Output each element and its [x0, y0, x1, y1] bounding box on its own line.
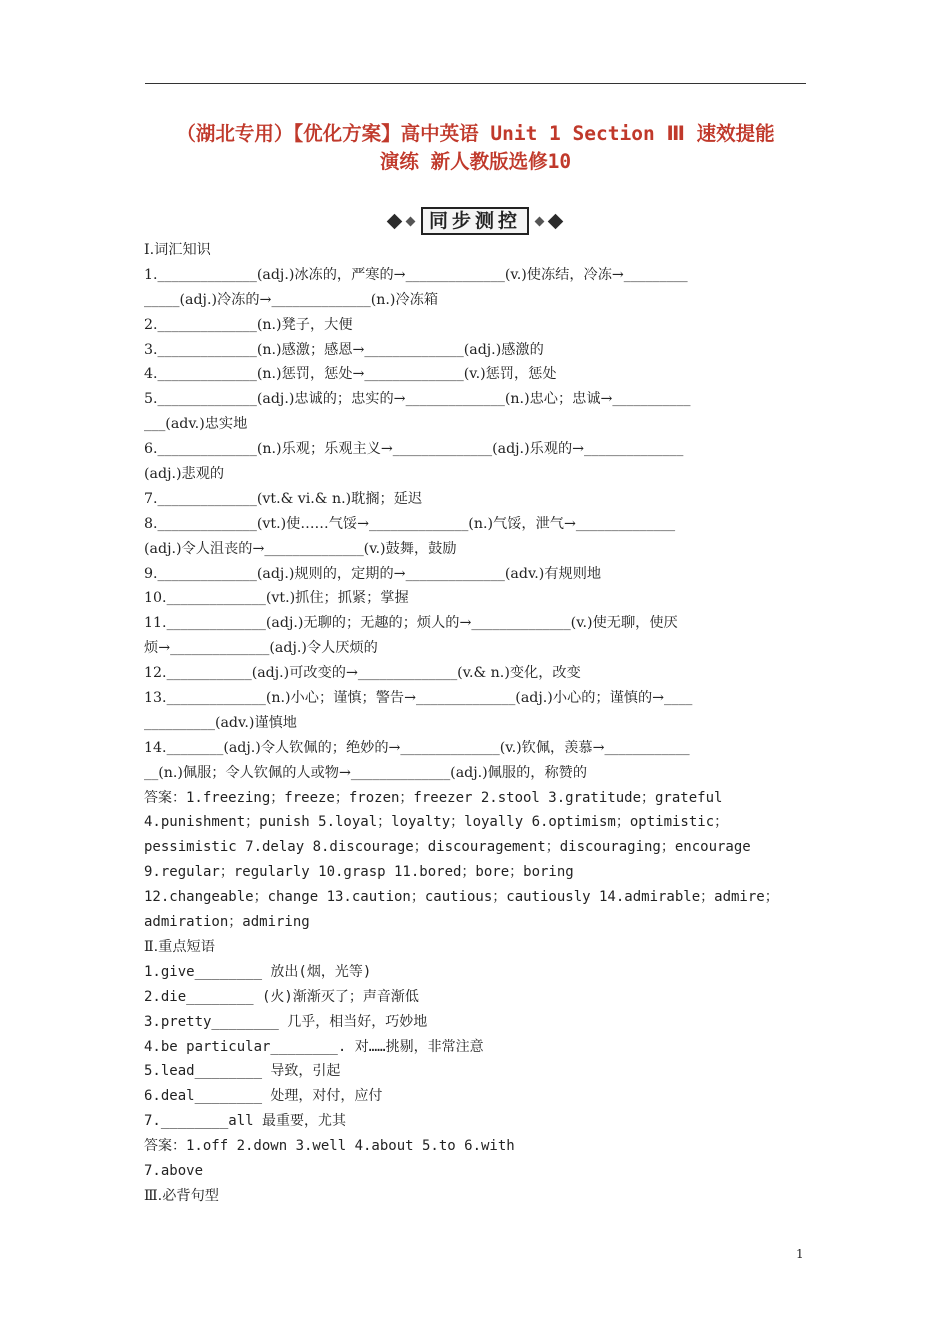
answer-line: 4.punishment；punish 5.loyal；loyalty；loyally 6.optimism；optimistic；	[144, 814, 729, 831]
text-line: 1.______________(adj.)冰冻的，严寒的→______________(v.)使冻结，冷冻→_________	[144, 266, 688, 283]
answer-line: admiration；admiring	[144, 914, 310, 931]
text-line: 2.______________(n.)凳子，大便	[144, 316, 353, 333]
text-line: 13.______________(n.)小心；谨慎；警告→______________(adj.)小心的；谨慎的→____	[144, 690, 693, 707]
section-heading: Ⅱ.重点短语	[144, 938, 215, 955]
phrase-line: 7.________all 最重要，尤其	[144, 1113, 347, 1130]
phrase-line: 1.give________ 放出(烟，光等)	[144, 963, 372, 980]
text-line: 3.______________(n.)感激；感恩→______________(adj.)感激的	[144, 341, 544, 358]
answer-line: 9.regular；regularly 10.grasp 11.bored；bore；boring	[144, 864, 574, 881]
section-heading: Ⅰ.词汇知识	[144, 242, 211, 258]
diamond-icon	[548, 213, 564, 229]
title-line-2: 演练 新人教版选修10	[379, 150, 572, 173]
answer-line: 7.above	[144, 1162, 204, 1179]
answer-line: 答案：1.off 2.down 3.well 4.about 5.to 6.with	[144, 1138, 515, 1155]
document-title	[140, 120, 811, 176]
text-line: __(n.)佩服；令人钦佩的人或物→______________(adj.)佩服的，称赞的	[144, 764, 588, 781]
title-line-1: （湖北专用）【优化方案】高中英语 Unit 1 Section Ⅲ 速效提能	[176, 122, 775, 145]
top-rule	[145, 83, 806, 84]
section-heading: Ⅲ.必背句型	[144, 1187, 219, 1204]
page-number: 1	[796, 1247, 804, 1261]
phrase-line: 5.lead________ 导致，引起	[144, 1063, 341, 1080]
answer-line: 答案：1.freezing；freeze；frozen；freezer 2.stool 3.gratitude；grateful	[144, 789, 723, 806]
text-line: 8.______________(vt.)使……气馁→______________(n.)气馁，泄气→______________	[144, 515, 676, 532]
text-line: ___(adv.)忠实地	[144, 416, 248, 433]
diamond-icon	[387, 213, 403, 229]
answer-line: pessimistic 7.delay 8.discourage；discouragement；discouraging；encourage	[144, 839, 751, 856]
text-line: (adj.)悲观的	[144, 466, 225, 483]
text-line: (adj.)令人沮丧的→______________(v.)鼓舞，鼓励	[144, 540, 457, 557]
text-line: 烦→______________(adj.)令人厌烦的	[144, 640, 378, 657]
phrase-line: 2.die________ (火)渐渐灭了；声音渐低	[144, 988, 419, 1005]
text-line: 5.______________(adj.)忠诚的；忠实的→______________(n.)忠心；忠诚→___________	[144, 391, 691, 408]
text-line: 10.______________(vt.)抓住；抓紧；掌握	[144, 590, 409, 607]
phrase-line: 6.deal________ 处理，对付，应付	[144, 1088, 383, 1105]
text-line: 9.______________(adj.)规则的，定期的→______________(adv.)有规则地	[144, 565, 602, 582]
section-banner	[375, 206, 575, 236]
document-body	[144, 238, 808, 1209]
text-line: 12.____________(adj.)可改变的→______________(v.& n.)变化，改变	[144, 665, 581, 682]
phrase-line: 4.be particular________. 对……挑剔，非常注意	[144, 1038, 484, 1055]
text-line: 14.________(adj.)令人钦佩的；绝妙的→______________(v.)钦佩，羡慕→____________	[144, 739, 690, 756]
phrase-line: 3.pretty________ 几乎，相当好，巧妙地	[144, 1013, 428, 1030]
text-line: __________(adv.)谨慎地	[144, 714, 297, 731]
answer-line: 12.changeable；change 13.caution；cautious；cautiously 14.admirable；admire；	[144, 889, 779, 906]
text-line: 4.______________(n.)惩罚，惩处→______________(v.)惩罚，惩处	[144, 366, 557, 383]
text-line: 7.______________(vt.& vi.& n.)耽搁；延迟	[144, 490, 423, 507]
banner-title: 同步测控	[421, 207, 529, 235]
diamond-icon	[406, 216, 416, 226]
text-line: 6.______________(n.)乐观；乐观主义→______________(adj.)乐观的→______________	[144, 441, 684, 458]
text-line: _____(adj.)冷冻的→______________(n.)冷冻箱	[144, 291, 439, 308]
diamond-icon	[535, 216, 545, 226]
text-line: 11.______________(adj.)无聊的；无趣的；烦人的→______________(v.)使无聊，使厌	[144, 615, 678, 632]
